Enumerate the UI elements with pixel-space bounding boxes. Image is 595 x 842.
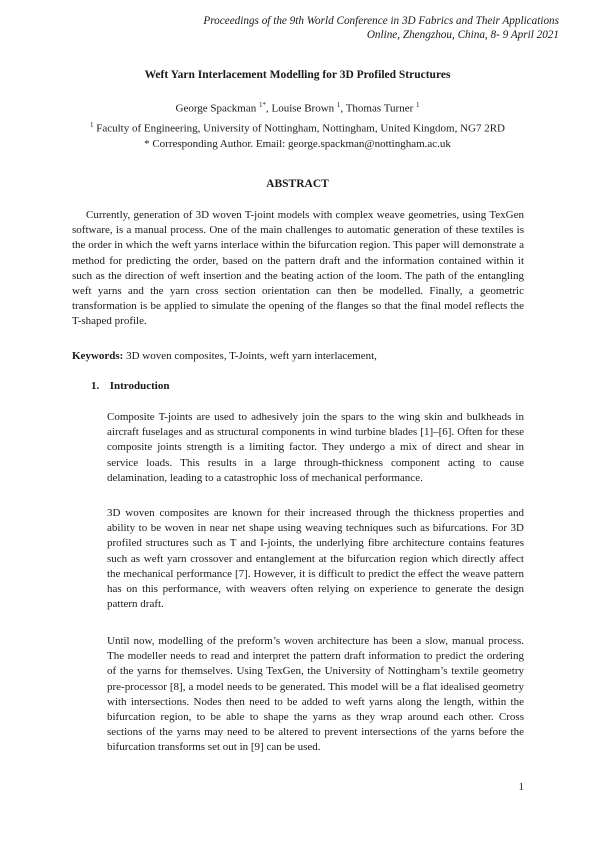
author-separator: , bbox=[266, 102, 272, 115]
paper-title: Weft Yarn Interlacement Modelling for 3D Profiled Structures bbox=[144, 69, 451, 81]
section-title: Introduction bbox=[109, 380, 170, 392]
author-name: Thomas Turner bbox=[345, 102, 414, 115]
author-separator: , bbox=[340, 102, 346, 115]
author-superscript: 1 bbox=[415, 101, 420, 109]
author-superscript: 1* bbox=[259, 101, 266, 109]
header-line-2: Online, Zhengzhou, China, 8- 9 April 2021 bbox=[366, 29, 559, 41]
keywords-label: Keywords: bbox=[72, 350, 124, 362]
affiliation-superscript: 1 bbox=[89, 120, 94, 129]
author-list bbox=[0, 97, 595, 117]
body-paragraph: Composite T-joints are used to adhesively join the spars to the wing skin and bulkheads in aircraft fuselages and as structural components in wind turbine blades [1]–[6]. Often for these composite joints strength is a limiting factor. They undergo a mix of direct and shear in service loads. This results in a large through-thickness component acting to cause delamination, leading to a catastrophic loss of mechanical performance. bbox=[107, 411, 524, 484]
abstract-heading: ABSTRACT bbox=[266, 178, 329, 190]
author-block bbox=[0, 97, 595, 152]
affiliation bbox=[0, 117, 595, 137]
conference-header bbox=[203, 14, 559, 42]
section-heading bbox=[91, 380, 169, 392]
keywords-text: 3D woven composites, T-Joints, weft yarn interlacement, bbox=[123, 350, 377, 362]
body-paragraph: Until now, modelling of the preform’s woven architecture has been a slow, manual process. The modeller needs to read and interpret the pattern draft information to predict the ordering of the yarns for themselves. Using TexGen, the University of Nottingham’s textile geometry pre-processor [8], a model needs to be generated. This model will be a flat idealised geometry with intersections. Nodes then need to be added to weft yarns along the length, within the bifurcation region, to be able to shape the yarns as they wrap around each other. Cross sections of the yarns may need to be altered to prevent intersections of the yarns before the bifurcation transforms set out in [9] can be used. bbox=[107, 635, 524, 754]
body-paragraph: 3D woven composites are known for their increased through the thickness properties and ability to be woven in near net shape using weaving techniques such as bifurcations. For 3D profiled structures such as T and I-joints, the underlying fibre architecture contains features such as weft yarn crossover and entanglement at the bifurcation region which directly affect the mechanical performance [7]. However, it is difficult to predict the effect the weave pattern has on this performance, with weavers often relying on experience to generate the design pattern draft. bbox=[107, 507, 524, 611]
abstract-paragraph: Currently, generation of 3D woven T-joint models with complex weave geometries, using TexGen software, is a manual process. One of the main challenges to automatic generation of these textiles is the order in which the weft yarns interlace within the bifurcation region. This paper will demonstrate a method for predicting the order, based on the pattern draft and the information contained within it such as the direction of weft insertion and the beating action of the loom. The path of the entangling weft yarns and the yarn cross section orientation can then be modelled. Finally, a geometric transformation is be applied to simulate the opening of the flanges so that the final model reflects the T-shaped profile. bbox=[72, 209, 524, 328]
keywords-line bbox=[72, 350, 377, 362]
page-number: 1 bbox=[518, 781, 524, 793]
author-superscript: 1 bbox=[336, 101, 341, 109]
corresponding-author: * Corresponding Author. Email: george.spackman@nottingham.ac.uk bbox=[144, 138, 451, 151]
header-line-1: Proceedings of the 9th World Conference in 3D Fabrics and Their Applications bbox=[203, 15, 559, 27]
affiliation-text: Faculty of Engineering, University of Nottingham, Nottingham, United Kingdom, NG7 2RD bbox=[93, 122, 506, 135]
author-name: Louise Brown bbox=[271, 102, 335, 115]
author-name: George Spackman bbox=[175, 102, 257, 115]
section-number: 1. bbox=[91, 380, 100, 392]
